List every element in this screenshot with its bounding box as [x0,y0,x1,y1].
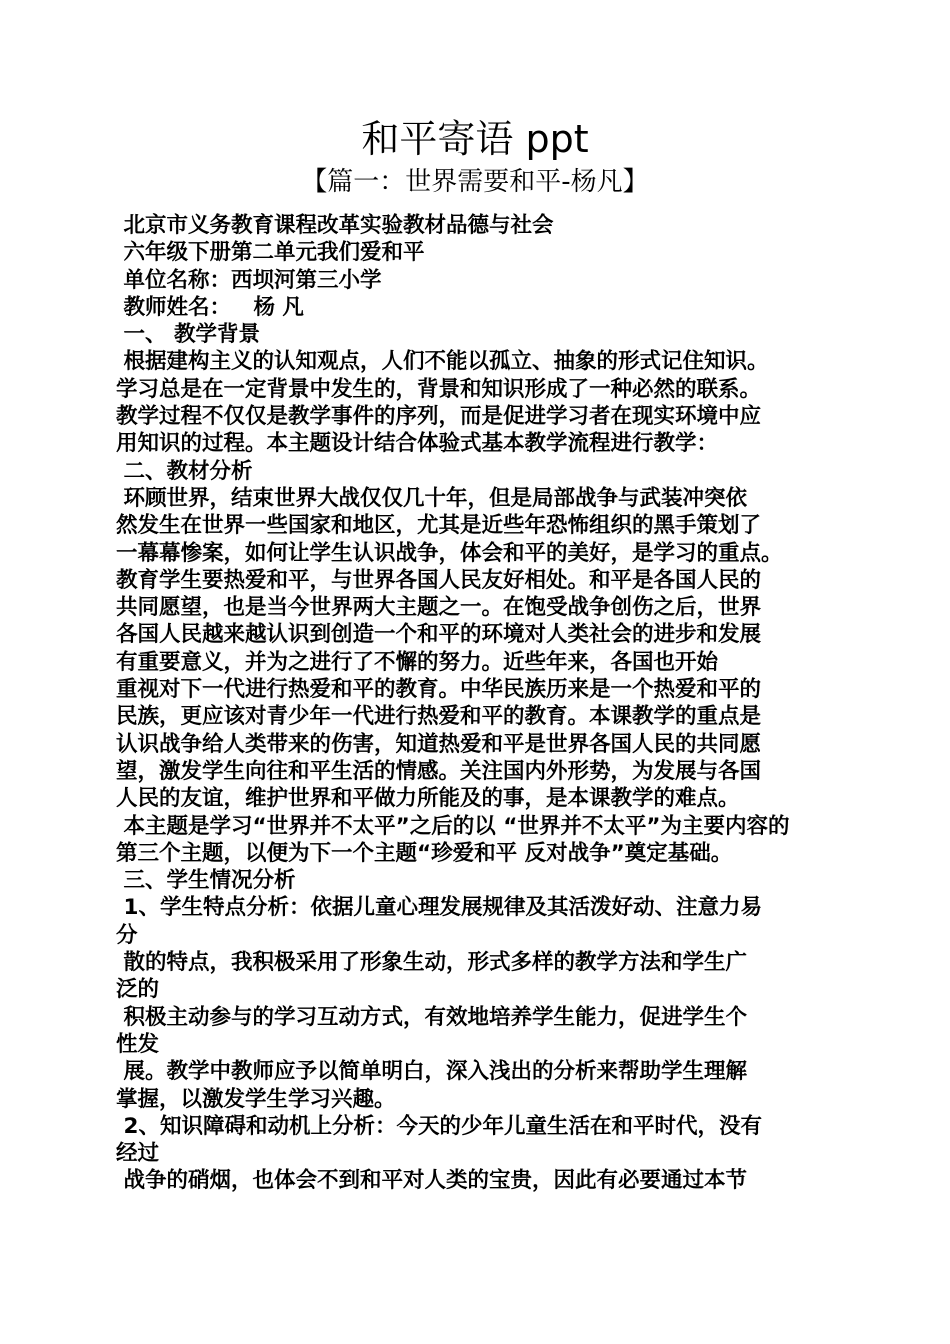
body-line: 教师姓名： 杨 凡 [116,294,304,320]
body-line: 1、学生特点分析：依据儿童心理发展规律及其活泼好动、注意力易 [116,895,762,921]
body-line: 展。教学中教师应予以简单明白，深入浅出的分析来帮助学生理解 [116,1059,747,1085]
body-line: 用知识的过程。本主题设计结合体验式基本教学流程进行教学： [116,431,719,457]
body-line: 民族，更应该对青少年一代进行热爱和平的教育。本课教学的重点是 [116,704,762,730]
body-line: 望，激发学生向往和平生活的情感。关注国内外形势，为发展与各国 [116,758,762,784]
document-title: 和平寄语 ppt [361,117,589,161]
body-line: 教学过程不仅仅是教学事件的序列，而是促进学习者在现实环境中应 [116,404,762,430]
body-line: 认识战争给人类带来的伤害，知道热爱和平是世界各国人民的共同愿 [116,731,762,757]
body-line: 根据建构主义的认知观点，人们不能以孤立、抽象的形式记住知识。 [116,349,769,375]
body-line: 性发 [116,1031,160,1057]
body-line: 2、知识障碍和动机上分析：今天的少年儿童生活在和平时代，没有 [116,1113,762,1139]
body-line: 泛的 [116,977,160,1003]
body-line: 积极主动参与的学习互动方式，有效地培养学生能力，促进学生个 [116,1004,747,1030]
body-line: 散的特点，我积极采用了形象生动，形式多样的教学方法和学生广 [116,950,747,976]
section-heading: 一、 教学背景 [116,322,260,348]
body-line: 单位名称：西坝河第三小学 [116,267,382,293]
section-heading: 三、学生情况分析 [116,868,296,894]
body-line: 战争的硝烟，也体会不到和平对人类的宝贵，因此有必要通过本节 [116,1168,747,1194]
document-subtitle: 【篇一：世界需要和平-杨凡】 [301,167,649,197]
body-line: 北京市义务教育课程改革实验教材品德与社会 [116,213,554,238]
body-line: 有重要意义，并为之进行了不懈的努力。近些年来，各国也开始 [116,649,719,675]
body-line: 重视对下一代进行热爱和平的教育。中华民族历来是一个热爱和平的 [116,677,762,703]
body-line: 教育学生要热爱和平，与世界各国人民友好相处。和平是各国人民的 [116,567,762,593]
body-line: 经过 [116,1141,160,1167]
document-body [116,212,846,1195]
body-line: 第三个主题，以便为下一个主题“珍爱和平 反对战争”奠定基础。 [116,840,733,866]
body-line: 学习总是在一定背景中发生的，背景和知识形成了一种必然的联系。 [116,376,762,402]
body-line: 一幕幕惨案，如何让学生认识战争，体会和平的美好，是学习的重点。 [116,540,783,566]
body-line: 六年级下册第二单元我们爱和平 [116,240,425,266]
body-line: 掌握，以激发学生学习兴趣。 [116,1086,396,1112]
body-line: 然发生在世界一些国家和地区，尤其是近些年恐怖组织的黑手策划了 [116,513,762,539]
body-line: 分 [116,922,138,948]
body-line: 各国人民越来越认识到创造一个和平的环境对人类社会的进步和发展 [116,622,762,648]
body-line: 人民的友谊，维护世界和平做力所能及的事，是本课教学的难点。 [116,786,740,812]
body-line: 本主题是学习“世界并不太平”之后的以 “世界并不太平”为主要内容的 [116,813,790,839]
body-line: 环顾世界，结束世界大战仅仅几十年，但是局部战争与武装冲突依 [116,485,747,511]
section-heading: 二、教材分析 [116,458,253,484]
body-line: 共同愿望，也是当今世界两大主题之一。在饱受战争创伤之后，世界 [116,595,762,621]
